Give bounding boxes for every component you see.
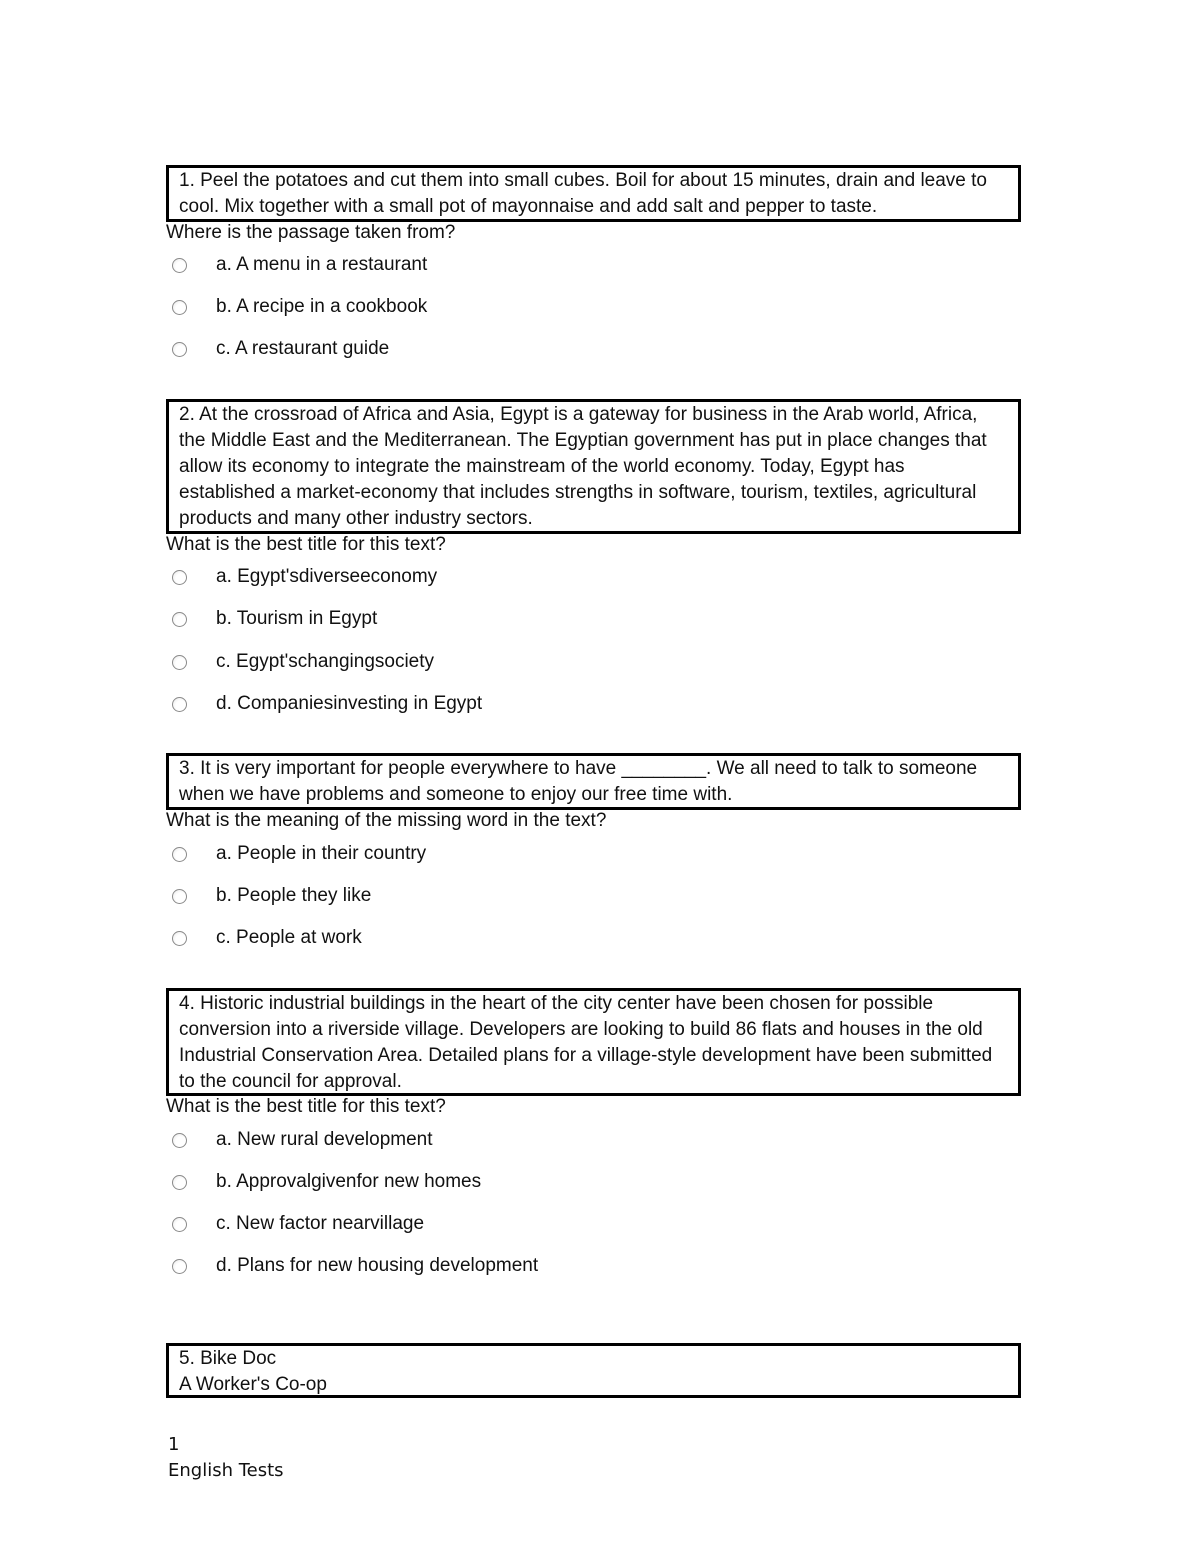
radio-button[interactable] (172, 570, 187, 585)
option-label: b. A recipe in a cookbook (216, 296, 428, 317)
radio-button[interactable] (172, 889, 187, 904)
option-q1-b[interactable] (170, 295, 427, 319)
radio-button[interactable] (172, 931, 187, 946)
option-label: c. People at work (216, 927, 362, 948)
passage-line: A Worker's Co-op (179, 1374, 327, 1395)
passage-line: cool. Mix together with a small pot of mayonnaise and add salt and pepper to taste. (179, 196, 878, 217)
question-prompt-q1: Where is the passage taken from? (166, 222, 456, 243)
option-q2-b[interactable] (170, 607, 377, 631)
passage-line: products and many other industry sectors. (179, 508, 533, 529)
passage-line: Industrial Conservation Area. Detailed plans for a village-style development have been submitted (179, 1045, 993, 1066)
option-q2-c[interactable] (170, 650, 434, 674)
passage-line: to the council for approval. (179, 1071, 402, 1092)
option-label: b. Tourism in Egypt (216, 608, 378, 629)
question-prompt-q4: What is the best title for this text? (166, 1096, 446, 1117)
option-label: c. A restaurant guide (216, 338, 390, 359)
option-label: b. People they like (216, 885, 372, 906)
passage-box-q4 (166, 988, 1021, 1096)
radio-button[interactable] (172, 342, 187, 357)
option-q4-d[interactable] (170, 1254, 538, 1278)
option-q3-a[interactable] (170, 842, 426, 866)
passage-box-q3 (166, 753, 1021, 810)
radio-button[interactable] (172, 1175, 187, 1190)
passage-line: when we have problems and someone to enjoy our free time with. (179, 784, 733, 805)
passage-line: 3. It is very important for people everywhere to have ________. We all need to talk to someone (179, 758, 978, 779)
footer-title: English Tests (168, 1460, 284, 1481)
passage-line: the Middle East and the Mediterranean. The Egyptian government has put in place changes that (179, 430, 987, 451)
option-label: a. A menu in a restaurant (216, 254, 428, 275)
question-prompt-q3: What is the meaning of the missing word in the text? (166, 810, 607, 831)
radio-button[interactable] (172, 258, 187, 273)
passage-box-q2 (166, 399, 1021, 534)
radio-button[interactable] (172, 612, 187, 627)
radio-button[interactable] (172, 655, 187, 670)
option-label: d. Plans for new housing development (216, 1255, 539, 1276)
page-number: 1 (168, 1434, 180, 1455)
passage-line: 1. Peel the potatoes and cut them into small cubes. Boil for about 15 minutes, drain and leave to (179, 170, 987, 191)
passage-box-q5 (166, 1343, 1021, 1398)
passage-line: allow its economy to integrate the mainstream of the world economy. Today, Egypt has (179, 456, 905, 477)
option-label: c. New factor nearvillage (216, 1213, 425, 1234)
radio-button[interactable] (172, 1259, 187, 1274)
option-q4-c[interactable] (170, 1212, 424, 1236)
question-prompt-q2: What is the best title for this text? (166, 534, 446, 555)
option-q4-b[interactable] (170, 1170, 481, 1194)
passage-line: conversion into a riverside village. Developers are looking to build 86 flats and houses in the old (179, 1019, 983, 1040)
passage-line: 2. At the crossroad of Africa and Asia, Egypt is a gateway for business in the Arab world, Africa, (179, 404, 978, 425)
passage-line: established a market-economy that includes strengths in software, tourism, textiles, agricultural (179, 482, 977, 503)
option-label: d. Companiesinvesting in Egypt (216, 693, 483, 714)
option-q2-a[interactable] (170, 565, 437, 589)
option-q3-c[interactable] (170, 926, 362, 950)
radio-button[interactable] (172, 1133, 187, 1148)
option-label: a. Egypt'sdiverseeconomy (216, 566, 438, 587)
option-label: b. Approvalgivenfor new homes (216, 1171, 482, 1192)
radio-button[interactable] (172, 1217, 187, 1232)
passage-line: 5. Bike Doc (179, 1348, 277, 1369)
radio-button[interactable] (172, 847, 187, 862)
option-label: a. People in their country (216, 843, 427, 864)
radio-button[interactable] (172, 697, 187, 712)
option-q3-b[interactable] (170, 884, 371, 908)
passage-line: 4. Historic industrial buildings in the heart of the city center have been chosen for possible (179, 993, 934, 1014)
passage-box-q1 (166, 165, 1021, 222)
radio-button[interactable] (172, 300, 187, 315)
option-q1-a[interactable] (170, 253, 427, 277)
option-label: c. Egypt'schangingsociety (216, 651, 435, 672)
option-q2-d[interactable] (170, 692, 482, 716)
option-label: a. New rural development (216, 1129, 433, 1150)
option-q1-c[interactable] (170, 337, 389, 361)
option-q4-a[interactable] (170, 1128, 433, 1152)
